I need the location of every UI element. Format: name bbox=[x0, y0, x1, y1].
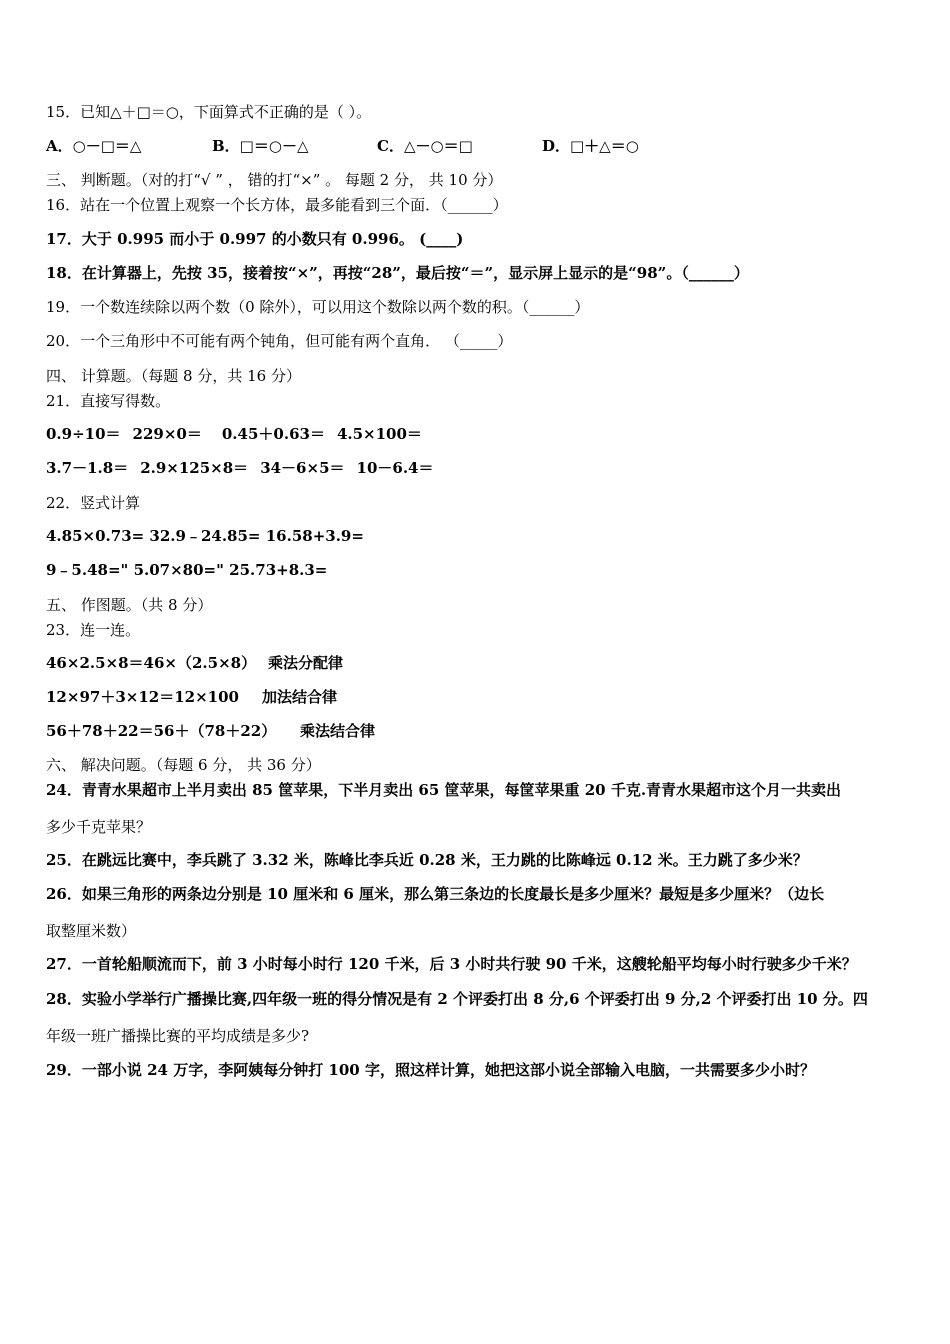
q23-expression: 12×97＋3×12＝12×100 bbox=[46, 688, 239, 706]
q23-stem: 23．连一连。 bbox=[46, 621, 141, 639]
q26-line-2: 取整厘米数） bbox=[46, 922, 137, 940]
q21-row-2 bbox=[46, 458, 434, 478]
q15-option-c: C．△－○＝□ bbox=[377, 137, 473, 155]
q16: 16．站在一个位置上观察一个长方体，最多能看到三个面．（______） bbox=[46, 196, 508, 214]
q22-stem: 22．竖式计算 bbox=[46, 494, 141, 512]
q28-line-2: 年级一班广播操比赛的平均成绩是多少? bbox=[46, 1027, 310, 1045]
q28-line-1: 28．实验小学举行广播操比赛,四年级一班的得分情况是有 2 个评委打出 8 分,6 个评委打出 9 分,2 个评委打出 10 分。四 bbox=[46, 990, 868, 1008]
q21-item: 229×0＝ bbox=[132, 425, 202, 443]
q15-stem: 15．已知△＋□＝○，下面算式不正确的是（ ）。 bbox=[46, 103, 372, 121]
q27: 27．一首轮船顺流而下，前 3 小时每小时行 120 千米，后 3 小时共行驶 90 千米，这艘轮船平均每小时行驶多少千米？ bbox=[46, 955, 857, 973]
q15-option-b: B．□＝○－△ bbox=[212, 137, 309, 155]
q18: 18．在计算器上，先按 35，接着按“×”，再按“28”，最后按“＝”，显示屏上显示的是“98”。（______） bbox=[46, 264, 749, 282]
section-3-heading: 三、 判断题。（对的打“√ ” ， 错的打“×” 。 每题 2 分， 共 10 分） bbox=[46, 171, 503, 189]
q15-option-a: A．○－□＝△ bbox=[46, 137, 142, 155]
q22-row-1: 4.85×0.73= 32.9﹣24.85= 16.58+3.9= bbox=[46, 527, 364, 545]
q22-row-2: 9﹣5.48=" 5.07×80=" 25.73+8.3= bbox=[46, 561, 328, 579]
q15-options bbox=[46, 136, 916, 156]
q21-item: 4.5×100＝ bbox=[336, 425, 422, 443]
q23-law: 乘法结合律 bbox=[300, 722, 376, 740]
q19: 19．一个数连续除以两个数（0 除外），可以用这个数除以两个数的积。（______） bbox=[46, 298, 590, 316]
q21-item: 3.7－1.8＝ bbox=[46, 459, 129, 477]
q23-expression: 46×2.5×8＝46×（2.5×8） bbox=[46, 654, 257, 672]
q21-stem: 21．直接写得数。 bbox=[46, 392, 171, 410]
q23-expression: 56＋78＋22＝56＋（78＋22） bbox=[46, 722, 277, 740]
q23-law: 加法结合律 bbox=[262, 688, 338, 706]
q24-line-2: 多少千克苹果？ bbox=[46, 818, 152, 836]
q25: 25．在跳远比赛中，李兵跳了 3.32 米，陈峰比李兵近 0.28 米，王力跳的比陈峰远 0.12 米。王力跳了多少米？ bbox=[46, 851, 808, 869]
q29: 29．一部小说 24 万字，李阿姨每分钟打 100 字，照这样计算，她把这部小说全部输入电脑，一共需要多少小时？ bbox=[46, 1061, 815, 1079]
q21-item: 10－6.4＝ bbox=[356, 459, 434, 477]
q15-option-d: D．□＋△＝○ bbox=[542, 137, 639, 155]
q24-line-1: 24．青青水果超市上半月卖出 85 筐苹果，下半月卖出 65 筐苹果，每筐苹果重 20 千克.青青水果超市这个月一共卖出 bbox=[46, 781, 842, 799]
q17: 17．大于 0.995 而小于 0.997 的小数只有 0.996。 (____) bbox=[46, 230, 464, 248]
q21-item: 0.9÷10＝ bbox=[46, 425, 121, 443]
section-6-heading: 六、 解决问题。（每题 6 分， 共 36 分） bbox=[46, 756, 321, 774]
q26-line-1: 26．如果三角形的两条边分别是 10 厘米和 6 厘米，那么第三条边的长度最长是多少厘米？最短是多少厘米？（边长 bbox=[46, 885, 825, 903]
q23-law: 乘法分配律 bbox=[268, 654, 344, 672]
section-4-heading: 四、 计算题。（每题 8 分，共 16 分） bbox=[46, 367, 301, 385]
q21-item: 0.45＋0.63＝ bbox=[221, 425, 325, 443]
q20: 20．一个三角形中不可能有两个钝角，但可能有两个直角． （_____） bbox=[46, 332, 513, 350]
section-5-heading: 五、 作图题。（共 8 分） bbox=[46, 596, 213, 614]
q21-row-1 bbox=[46, 424, 422, 444]
q21-item: 34－6×5＝ bbox=[260, 459, 345, 477]
q21-item: 2.9×125×8＝ bbox=[140, 459, 249, 477]
